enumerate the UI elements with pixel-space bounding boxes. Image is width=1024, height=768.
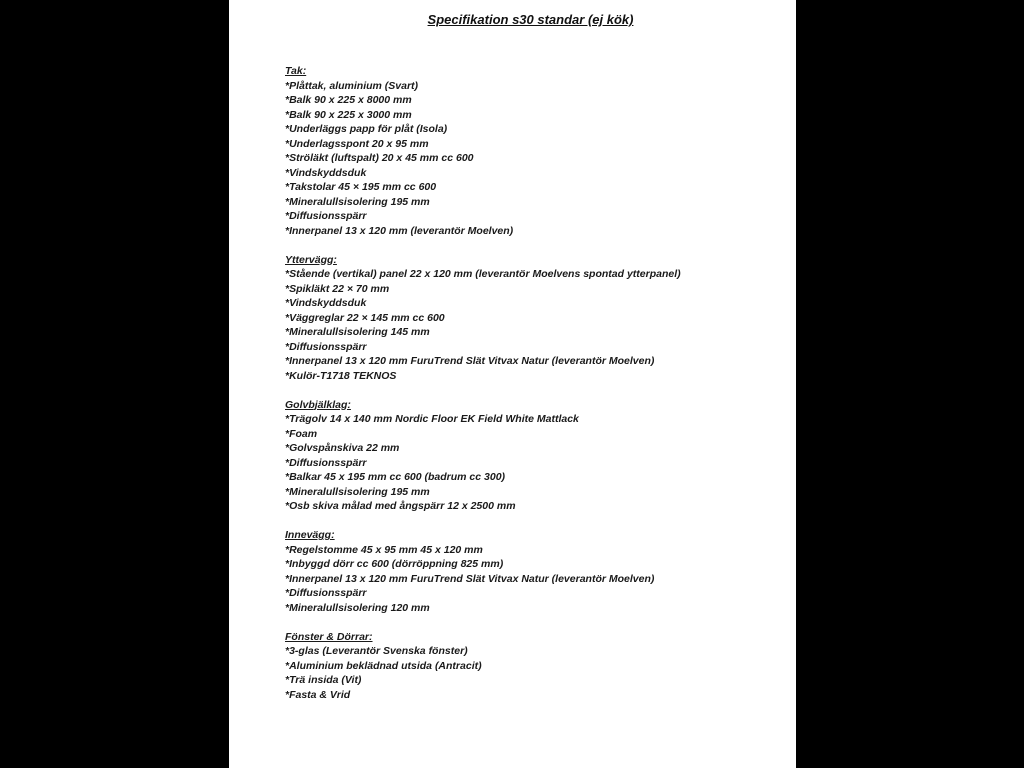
section-tak: [285, 64, 785, 238]
spec-item: *Spikläkt 22 × 70 mm: [285, 282, 390, 295]
spec-item: *Ströläkt (luftspalt) 20 x 45 mm cc 600: [285, 152, 474, 164]
spec-item: *Vindskyddsduk: [285, 297, 367, 309]
spec-item: *Inbyggd dörr cc 600 (dörröppning 825 mm): [285, 558, 504, 570]
spec-item: *Balk 90 x 225 x 8000 mm: [285, 94, 412, 106]
section-heading: Tak:: [285, 65, 307, 77]
spec-item: *Innerpanel 13 x 120 mm (leverantör Moelven): [285, 224, 514, 237]
spec-item: *Underläggs papp för plåt (Isola): [285, 123, 448, 135]
spec-item: *3-glas (Leverantör Svenska fönster): [285, 645, 468, 657]
spec-item: *Mineralullsisolering 195 mm: [285, 195, 430, 208]
document-title: Specifikation s30 standar (ej kök): [427, 12, 634, 27]
spec-item: *Kulör-T1718 TEKNOS: [285, 369, 397, 382]
spec-item: *Vindskyddsduk: [285, 166, 367, 179]
spec-item: *Plåttak, aluminium (Svart): [285, 79, 419, 92]
spec-item: *Balk 90 x 225 x 3000 mm: [285, 108, 412, 121]
spec-item: *Balkar 45 x 195 mm cc 600 (badrum cc 300): [285, 471, 506, 483]
spec-item: *Osb skiva målad med ångspärr 12 x 2500 mm: [285, 500, 516, 512]
spec-item: *Diffusionsspärr: [285, 210, 367, 222]
section-heading: Yttervägg:: [285, 253, 337, 266]
spec-item: *Aluminium beklädnad utsida (Antracit): [285, 659, 482, 672]
document-page: [229, 0, 796, 768]
section-heading: Golvbjälklag:: [285, 398, 351, 411]
spec-item: *Fasta & Vrid: [285, 688, 351, 701]
spec-item: *Underlagsspont 20 x 95 mm: [285, 137, 429, 150]
spec-item: *Innerpanel 13 x 120 mm FuruTrend Slät Vitvax Natur (leverantör Moelven): [285, 572, 655, 585]
section-golvbjalklag: [285, 398, 785, 514]
section-fonster-dorrar: [285, 630, 785, 703]
section-heading: Fönster & Dörrar:: [285, 630, 373, 643]
section-yttervagg: [285, 253, 785, 384]
section-heading: Innevägg:: [285, 529, 335, 541]
spec-item: *Golvspånskiva 22 mm: [285, 442, 400, 454]
spec-item: *Mineralullsisolering 195 mm: [285, 485, 430, 498]
spec-content: [285, 64, 785, 717]
spec-item: *Takstolar 45 × 195 mm cc 600: [285, 181, 437, 193]
spec-item: *Regelstomme 45 x 95 mm 45 x 120 mm: [285, 543, 483, 556]
spec-item: *Mineralullsisolering 145 mm: [285, 326, 430, 338]
spec-item: *Trä insida (Vit): [285, 674, 362, 686]
spec-item: *Stående (vertikal) panel 22 x 120 mm (leverantör Moelvens spontad ytterpanel): [285, 268, 681, 280]
spec-item: *Diffusionsspärr: [285, 340, 367, 353]
spec-item: *Trägolv 14 x 140 mm Nordic Floor EK Field White Mattlack: [285, 413, 579, 425]
spec-item: *Diffusionsspärr: [285, 587, 367, 599]
section-innevagg: [285, 528, 785, 615]
spec-item: *Foam: [285, 427, 318, 440]
spec-item: *Innerpanel 13 x 120 mm FuruTrend Slät Vitvax Natur (leverantör Moelven): [285, 355, 655, 367]
spec-item: *Mineralullsisolering 120 mm: [285, 601, 430, 614]
spec-item: *Väggreglar 22 × 145 mm cc 600: [285, 311, 445, 324]
spec-item: *Diffusionsspärr: [285, 456, 367, 469]
